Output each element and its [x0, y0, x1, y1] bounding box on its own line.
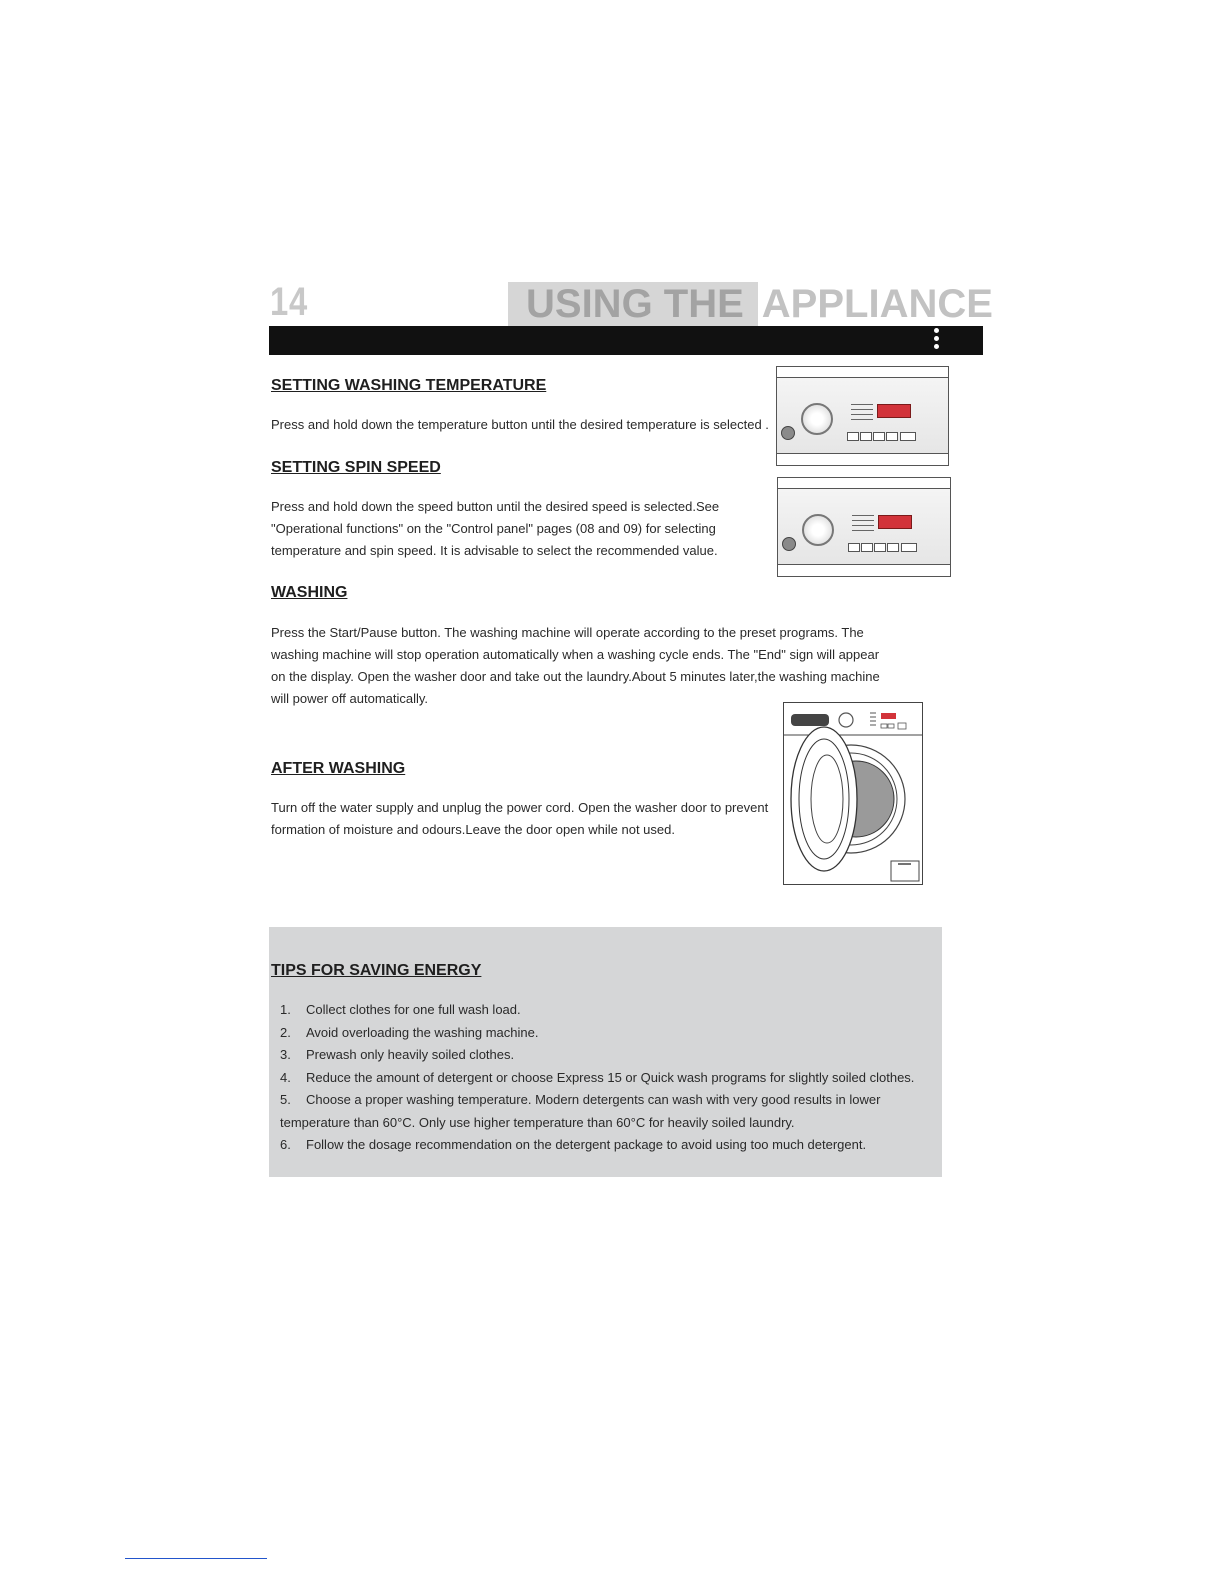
- display-icon: [878, 515, 912, 529]
- power-button-icon: [781, 426, 795, 440]
- display-icon: [877, 404, 911, 418]
- page-number: 14: [270, 280, 309, 324]
- spin-speed-heading: SETTING SPIN SPEED: [271, 459, 441, 476]
- function-buttons-icon: [847, 428, 899, 436]
- indicator-lights-icon: [851, 404, 873, 424]
- washing-machine-illustration: [783, 702, 923, 885]
- tips-heading: TIPS FOR SAVING ENERGY: [271, 962, 482, 979]
- page-title-part1: USING THE: [508, 282, 758, 326]
- washing-text: Press the Start/Pause button. The washing machine will operate according to the preset programs. The washing machine will stop operation automatically when a washing cycle ends. The "End" sign will appear on the display. Open the washer door and take out the laundry.About 5 minutes later,the washing machine will power off automatically.: [271, 625, 880, 706]
- vertical-dots-icon: [933, 328, 941, 352]
- list-item: 4. Reduce the amount of detergent or choose Express 15 or Quick wash programs for slightly soiled clothes.: [280, 1069, 915, 1085]
- footer-rule: [125, 1558, 267, 1559]
- after-washing-text: Turn off the water supply and unplug the power cord. Open the washer door to prevent formation of moisture and odours.Leave the door open while not used.: [271, 800, 769, 837]
- indicator-lights-icon: [852, 515, 874, 535]
- control-panel-illustration-2: [777, 477, 951, 577]
- title-bar: [269, 326, 983, 355]
- page-title: [508, 282, 993, 326]
- temperature-heading: SETTING WASHING TEMPERATURE: [271, 377, 547, 394]
- washing-heading: WASHING: [271, 584, 348, 601]
- list-item: 1. Collect clothes for one full wash load.: [280, 1002, 521, 1017]
- program-knob-icon: [801, 403, 833, 435]
- start-pause-button-icon: [900, 428, 917, 436]
- power-button-icon: [782, 537, 796, 551]
- washing-machine-icon: [784, 703, 922, 884]
- list-item: 5. Choose a proper washing temperature. Modern detergents can wash with very good results in lower temperature than 60°C. Only use higher temperature than 60°C for heavily soiled laundry.: [280, 1092, 881, 1130]
- page-title-part2: APPLIANCE: [761, 282, 993, 326]
- function-buttons-icon: [848, 539, 900, 547]
- list-item: 2. Avoid overloading the washing machine.: [280, 1024, 539, 1040]
- list-item: 3. Prewash only heavily soiled clothes.: [280, 1047, 515, 1062]
- program-knob-icon: [802, 514, 834, 546]
- list-item: 6. Follow the dosage recommendation on the detergent package to avoid using too much detergent.: [280, 1137, 867, 1152]
- control-panel-illustration: [776, 366, 949, 466]
- temperature-text: Press and hold down the temperature button until the desired temperature is selected .: [271, 417, 769, 432]
- spin-speed-text: Press and hold down the speed button until the desired speed is selected.See "Operational functions" on the "Control panel" pages (08 and 09) for selecting temperature and spin speed. It is advisable to select the recommended value.: [271, 499, 720, 558]
- tips-box: [269, 927, 942, 1177]
- after-washing-heading: AFTER WASHING: [271, 760, 406, 777]
- tips-list: [280, 999, 920, 1157]
- start-pause-button-icon: [901, 539, 918, 547]
